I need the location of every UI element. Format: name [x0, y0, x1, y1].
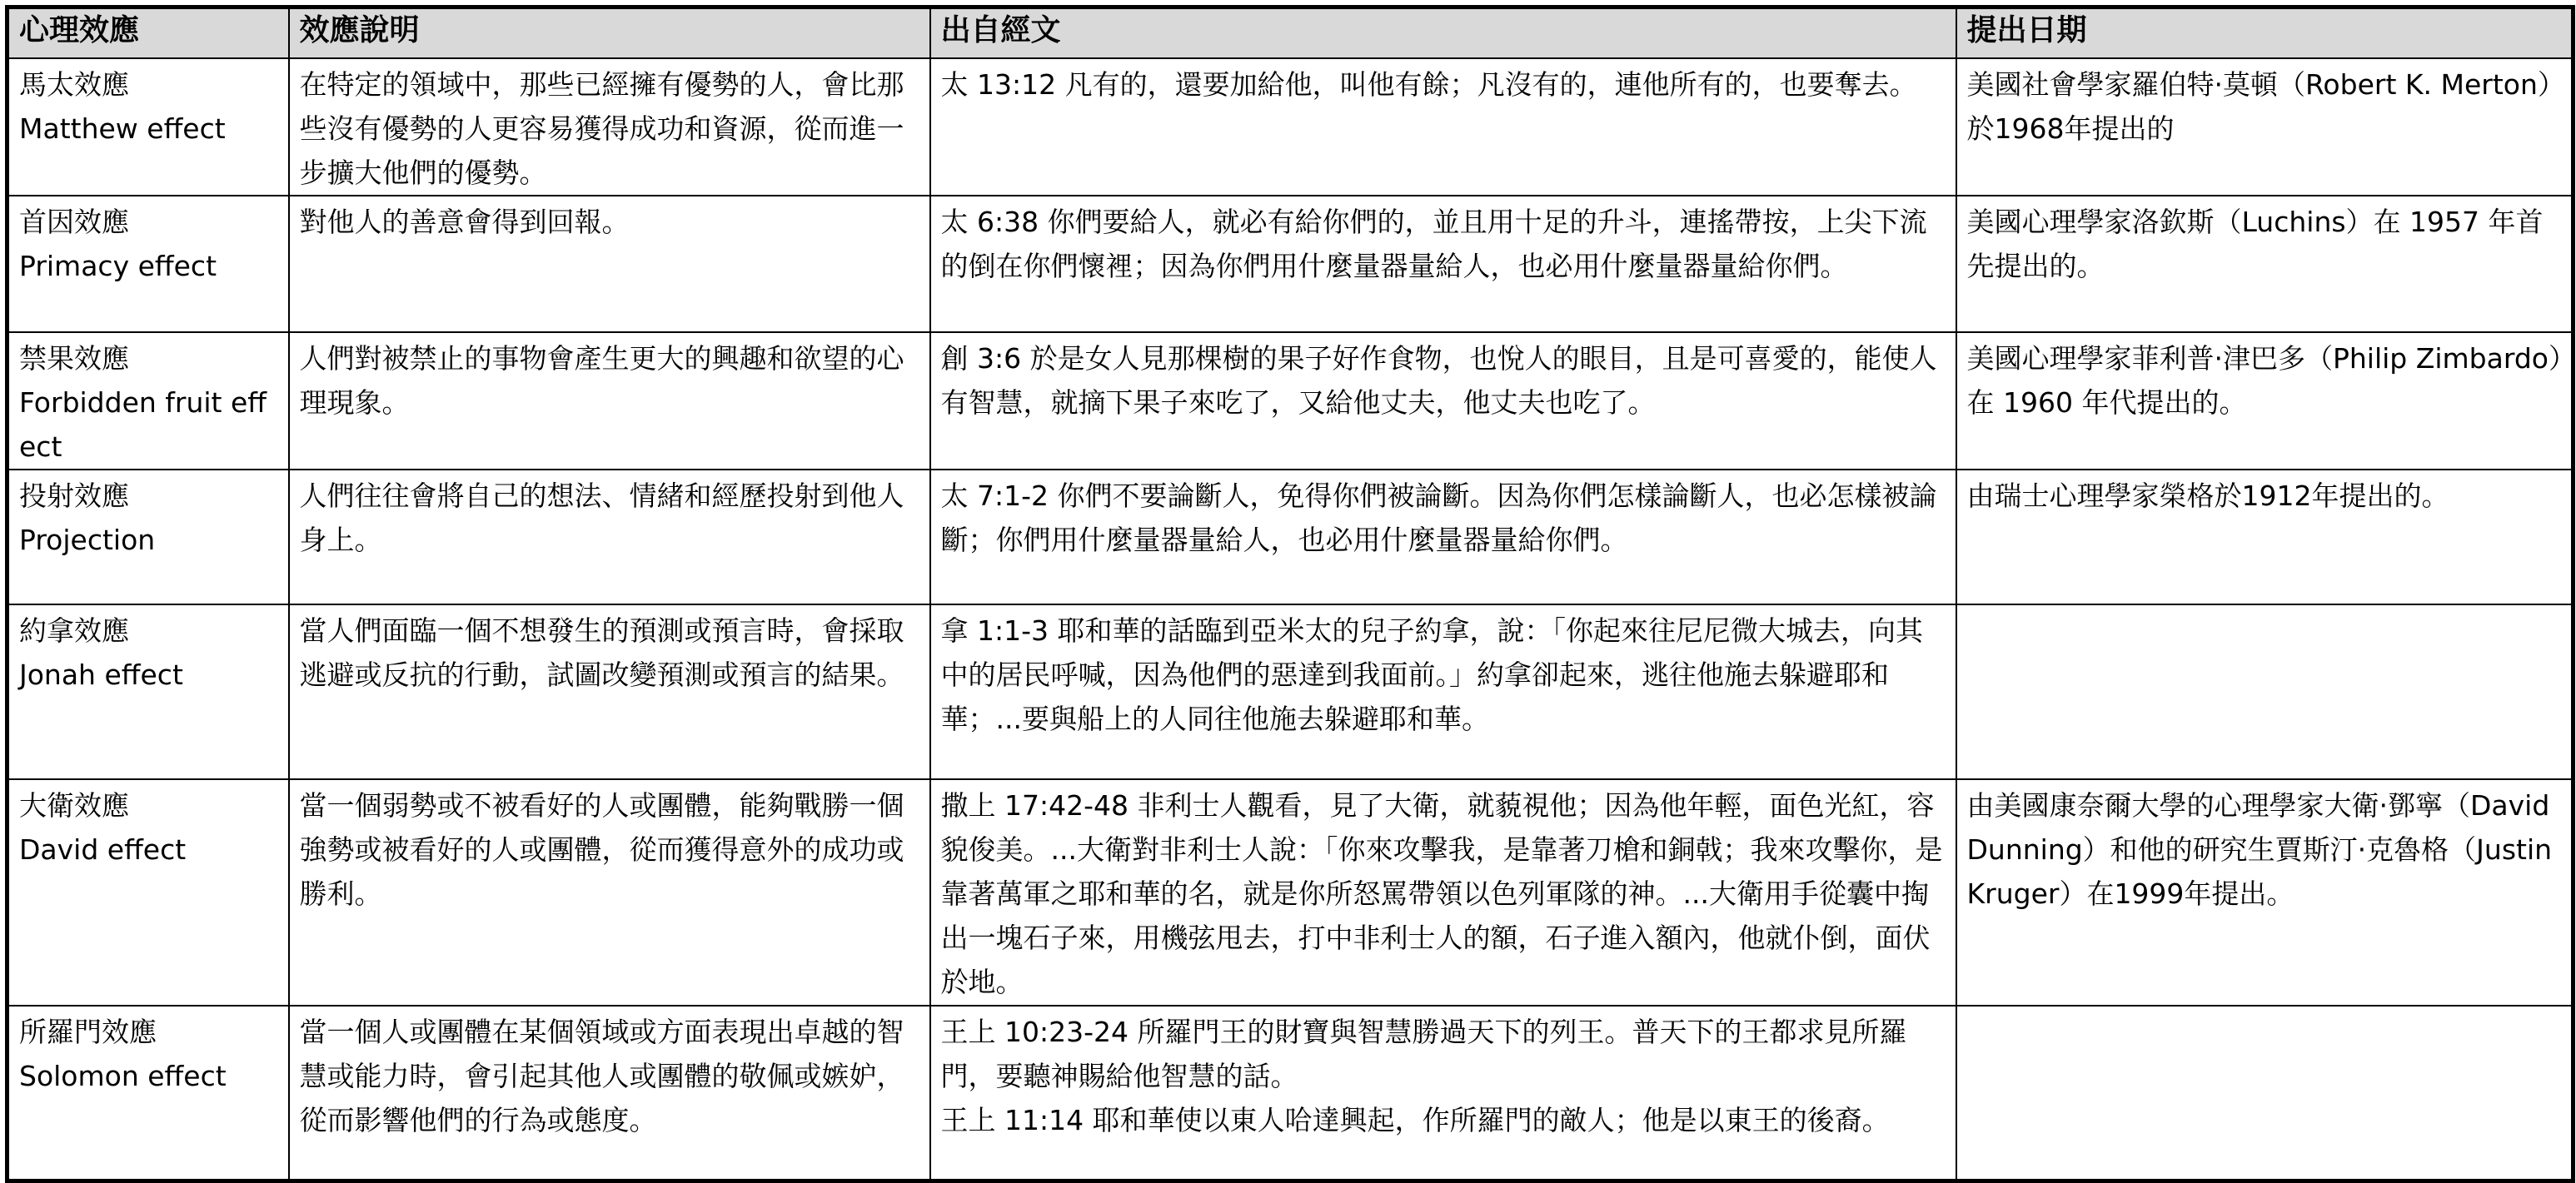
effect-name-en: Matthew effect — [19, 112, 226, 145]
scripture-text: 創 3:6 於是女人見那棵樹的果子好作食物，也悅人的眼目，且是可喜愛的，能使人有智慧，就摘下果子來吃了，又給他丈夫，他丈夫也吃了。 — [940, 342, 1937, 419]
scripture-text: 太 7:1-2 你們不要論斷人，免得你們被論斷。因為你們怎樣論斷人，也必怎樣被論斷；你們用什麼量器量給人，也必用什麼量器量給你們。 — [940, 480, 1937, 556]
effect-name-en: Jonah effect — [19, 659, 183, 691]
table-row — [7, 779, 2574, 1006]
proposed-date-cell — [1956, 1006, 2574, 1181]
description-cell: 當一個弱勢或不被看好的人或團體，能夠戰勝一個強勢或被看好的人或團體，從而獲得意外的成功或勝利。 — [289, 779, 930, 1006]
scripture-text: 太 6:38 你們要給人，就必有給你們的，並且用十足的升斗，連搖帶按，上尖下流的倒在你們懷裡；因為你們用什麼量器量給人，也必用什麼量器量給你們。 — [940, 206, 1927, 282]
effect-name-cell — [7, 604, 289, 779]
scripture-text: 太 13:12 凡有的，還要加給他，叫他有餘；凡沒有的，連他所有的，也要奪去。 — [940, 68, 1917, 101]
description-cell: 當一個人或團體在某個領域或方面表現出卓越的智慧或能力時，會引起其他人或團體的敬佩或嫉妒，從而影響他們的行為或態度。 — [289, 1006, 930, 1181]
effect-name-en: David effect — [19, 833, 187, 866]
effect-name-zh: 所羅門效應 — [19, 1016, 157, 1048]
scripture-text: 撒上 17:42-48 非利士人觀看，見了大衛，就藐視他；因為他年輕，面色光紅，容貌俊美。...大衛對非利士人說：「你來攻擊我，是靠著刀槍和銅戟；我來攻擊你，是靠著萬軍之耶和華的名，就是你所怒罵帶領以色列軍隊的神。...大衛用手從囊中掏出一塊石子來，用機弦甩去，打中非利士人的額，石子進入額內，他就仆倒，面伏於地。 — [940, 789, 1943, 998]
scripture-text: 王上 10:23-24 所羅門王的財寶與智慧勝過天下的列王。普天下的王都求見所羅門，要聽神賜給他智慧的話。 — [940, 1016, 1907, 1092]
effect-name-cell — [7, 58, 289, 196]
description-cell: 人們往往會將自己的想法、情緒和經歷投射到他人身上。 — [289, 470, 930, 604]
table-row — [7, 58, 2574, 196]
table-row — [7, 196, 2574, 332]
description-cell: 人們對被禁止的事物會產生更大的興趣和欲望的心理現象。 — [289, 332, 930, 470]
effect-name-zh: 首因效應 — [19, 206, 129, 238]
proposed-date-cell: 美國心理學家菲利普·津巴多（Philip Zimbardo）在 1960 年代提出的。 — [1956, 332, 2574, 470]
proposed-date-cell: 由美國康奈爾大學的心理學家大衛·鄧寧（David Dunning）和他的研究生賈斯汀·克魯格（Justin Kruger）在1999年提出。 — [1956, 779, 2574, 1006]
scripture-cell — [930, 196, 1956, 332]
header-effect: 心理效應 — [7, 7, 289, 59]
header-row — [7, 7, 2574, 59]
effect-name-en: Primacy effect — [19, 250, 217, 282]
effect-name-en: Forbidden fruit effect — [19, 386, 267, 463]
description-cell: 對他人的善意會得到回報。 — [289, 196, 930, 332]
effect-name-zh: 約拿效應 — [19, 614, 129, 647]
scripture-cell — [930, 58, 1956, 196]
scripture-cell — [930, 470, 1956, 604]
effect-name-zh: 馬太效應 — [19, 68, 129, 101]
header-scripture: 出自經文 — [930, 7, 1956, 59]
description-cell: 當人們面臨一個不想發生的預測或預言時，會採取逃避或反抗的行動，試圖改變預測或預言的結果。 — [289, 604, 930, 779]
effect-name-cell — [7, 779, 289, 1006]
scripture-text: 拿 1:1-3 耶和華的話臨到亞米太的兒子約拿，說：「你起來往尼尼微大城去，向其中的居民呼喊，因為他們的惡達到我面前。」約拿卻起來，逃往他施去躲避耶和華；...要與船上的人同往他施去躲避耶和華。 — [940, 614, 1923, 735]
effect-name-cell — [7, 1006, 289, 1181]
proposed-date-cell: 美國社會學家羅伯特·莫頓（Robert K. Merton）於1968年提出的 — [1956, 58, 2574, 196]
effect-name-cell — [7, 196, 289, 332]
table-row — [7, 1006, 2574, 1181]
scripture-cell — [930, 779, 1956, 1006]
scripture-text: 王上 11:14 耶和華使以東人哈達興起，作所羅門的敵人；他是以東王的後裔。 — [940, 1104, 1890, 1136]
effect-name-cell — [7, 332, 289, 470]
scripture-cell — [930, 1006, 1956, 1181]
effects-table — [5, 5, 2575, 1183]
effect-name-zh: 禁果效應 — [19, 342, 129, 375]
effect-name-cell — [7, 470, 289, 604]
table-row — [7, 332, 2574, 470]
header-proposed-date: 提出日期 — [1956, 7, 2574, 59]
proposed-date-cell — [1956, 604, 2574, 779]
description-cell: 在特定的領域中，那些已經擁有優勢的人，會比那些沒有優勢的人更容易獲得成功和資源，從而進一步擴大他們的優勢。 — [289, 58, 930, 196]
proposed-date-cell: 由瑞士心理學家榮格於1912年提出的。 — [1956, 470, 2574, 604]
proposed-date-cell: 美國心理學家洛欽斯（Luchins）在 1957 年首先提出的。 — [1956, 196, 2574, 332]
scripture-cell — [930, 604, 1956, 779]
effect-name-zh: 大衛效應 — [19, 789, 129, 822]
header-description: 效應說明 — [289, 7, 930, 59]
effect-name-en: Projection — [19, 524, 156, 556]
table-row — [7, 604, 2574, 779]
table-row — [7, 470, 2574, 604]
effect-name-zh: 投射效應 — [19, 480, 129, 512]
effect-name-en: Solomon effect — [19, 1060, 227, 1092]
scripture-cell — [930, 332, 1956, 470]
